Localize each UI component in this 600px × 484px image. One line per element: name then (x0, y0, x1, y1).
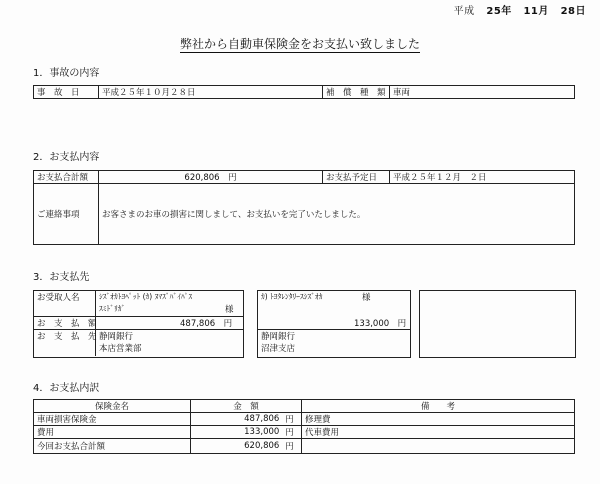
section3-heading: 3．お支払先 (33, 272, 90, 283)
table-row (34, 426, 575, 439)
date-day: 28日 (560, 6, 586, 17)
date-month: 11月 (523, 6, 549, 17)
section4-heading: 4．お支払内訳 (33, 383, 100, 394)
recipient1-name-line1: ｼｽﾞｵｶﾄﾖﾍﾟｯﾄ (ｶ) ﾇﾏｽﾞﾊﾞｲﾊﾟｽ (99, 292, 193, 301)
recipient2-honorific: 様 (362, 293, 371, 303)
col-amount: 金 額 (191, 400, 302, 413)
row-amount: 133,000 (191, 426, 283, 439)
section1-heading: 1．事故の内容 (33, 68, 100, 79)
scheduled-value: 平成２５年１２月 ２日 (390, 171, 575, 184)
accident-date-value: 平成２５年１０月２８日 (99, 86, 323, 99)
recipient2-bank: 静岡銀行 (261, 332, 296, 342)
row-amount: 620,806 (191, 439, 283, 454)
recipient2-name-line1: ｶ) ﾄﾖﾀﾚﾝﾀﾘｰｽｼｽﾞｵｶ (261, 292, 323, 301)
row-name: 車両損害保険金 (34, 413, 191, 426)
scheduled-label: お支払予定日 (323, 171, 390, 184)
row-unit: 円 (282, 413, 301, 426)
accident-date-label: 事 故 日 (34, 86, 99, 99)
recipient-label: お受取人名 (37, 293, 80, 303)
compensation-type-label: 補 償 種 類 (323, 86, 390, 99)
section2-heading: 2．お支払内容 (33, 152, 100, 163)
row-note: 代車費用 (302, 426, 575, 439)
row-name: 費用 (34, 426, 191, 439)
payment-table (33, 170, 575, 245)
row-note (302, 439, 575, 454)
recipient1-branch: 本店営業部 (99, 344, 142, 354)
date-era: 平成 (453, 6, 475, 17)
recipient1-bank: 静岡銀行 (99, 332, 134, 342)
contact-label: ご連絡事項 (34, 184, 99, 245)
total-label: お支払合計額 (34, 171, 99, 184)
destination-label: お 支 払 先 (37, 332, 97, 342)
recipient1-name-line2: ｽﾐﾄﾞﾘｶﾞ (99, 304, 126, 313)
breakdown-table (33, 399, 575, 454)
recipient-box-3 (419, 290, 576, 358)
table-row (34, 439, 575, 454)
recipient1-honorific: 様 (225, 305, 234, 315)
contact-text: お客さまのお車の損害に関しまして、お支払いを完了いたしました。 (99, 184, 575, 245)
accident-table (33, 85, 575, 99)
recipient2-branch: 沼津支店 (261, 344, 296, 354)
row-unit: 円 (282, 426, 301, 439)
compensation-type-value: 車両 (390, 86, 575, 99)
col-insurance-name: 保険金名 (34, 400, 191, 413)
row-note: 修理費 (302, 413, 575, 426)
table-row (34, 413, 575, 426)
recipient2-amount: 133,000 円 (354, 319, 407, 329)
row-amount: 487,806 (191, 413, 283, 426)
recipient1-amount: 487,806 円 (180, 319, 233, 329)
document-date (450, 2, 586, 17)
row-unit: 円 (282, 439, 301, 454)
row-name: 今回お支払合計額 (34, 439, 191, 454)
total-value: 620,806 円 (99, 171, 323, 184)
page-title: 弊社から自動車保険金をお支払い致しました (179, 37, 420, 51)
date-year: 25年 (486, 6, 512, 17)
col-notes: 備 考 (302, 400, 575, 413)
amount-label: お 支 払 額 (37, 319, 97, 329)
